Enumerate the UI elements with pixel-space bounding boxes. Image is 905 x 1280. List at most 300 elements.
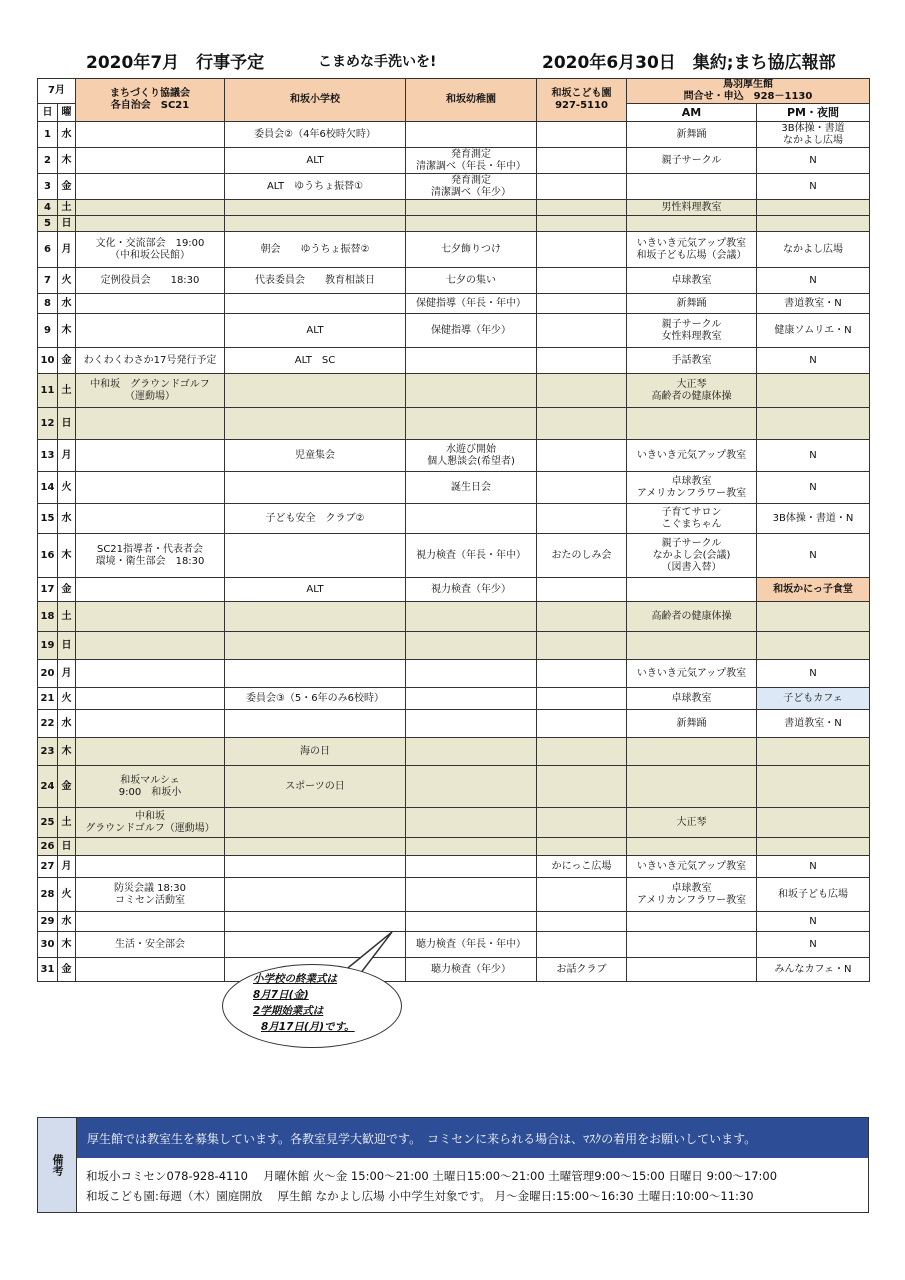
day-number: 12 [38,408,58,440]
cell-kindergarten [406,838,537,856]
cell-kodomoen [537,472,627,504]
table-row [38,632,870,660]
weekday: 火 [58,472,76,504]
cell-kouseikan-pm [757,838,870,856]
cell-elementary-school: 朝会 ゆうちょ振替② [225,232,406,268]
cell-kindergarten [406,766,537,808]
cell-kouseikan-am [627,408,757,440]
cell-kodomoen [537,632,627,660]
speech-bubble [222,964,402,1048]
cell-elementary-school [225,838,406,856]
table-row [38,122,870,148]
cell-kodomoen: お話クラブ [537,958,627,982]
cell-kindergarten [406,912,537,932]
cell-kouseikan-pm: N [757,660,870,688]
table-row [38,232,870,268]
cell-kouseikan-pm: 3B体操・書道 なかよし広場 [757,122,870,148]
table-row [38,216,870,232]
header-elementary-school: 和坂小学校 [225,79,406,122]
cell-elementary-school: ALT SC [225,348,406,374]
bubble-text [253,971,355,1035]
cell-machizukuri [76,912,225,932]
table-row [38,660,870,688]
cell-kouseikan-am: いきいき元気アップ教室 和坂子ども広場（会議） [627,232,757,268]
day-number: 24 [38,766,58,808]
cell-kodomoen [537,688,627,710]
cell-elementary-school: 委員会②（4年6校時欠時） [225,122,406,148]
cell-machizukuri [76,174,225,200]
weekday: 日 [58,838,76,856]
weekday: 金 [58,348,76,374]
cell-machizukuri [76,294,225,314]
weekday: 金 [58,766,76,808]
cell-elementary-school [225,878,406,912]
cell-kodomoen [537,408,627,440]
month-label: 7月 [38,79,76,104]
day-number: 9 [38,314,58,348]
table-row [38,856,870,878]
table-row [38,578,870,602]
day-number: 4 [38,200,58,216]
cell-kindergarten [406,710,537,738]
cell-machizukuri: SC21指導者・代表者会 環境・衛生部会 18:30 [76,534,225,578]
day-number: 3 [38,174,58,200]
cell-kouseikan-pm: なかよし広場 [757,232,870,268]
cell-kouseikan-am: 新舞踊 [627,710,757,738]
header-day: 日 [38,104,58,122]
cell-kouseikan-am: 新舞踊 [627,122,757,148]
table-row [38,408,870,440]
cell-kindergarten [406,602,537,632]
day-number: 15 [38,504,58,534]
header-pm: PM・夜間 [757,104,870,122]
cell-elementary-school [225,216,406,232]
day-number: 13 [38,440,58,472]
cell-kouseikan-pm: 3B体操・書道・N [757,504,870,534]
weekday: 土 [58,374,76,408]
cell-kouseikan-pm: N [757,440,870,472]
cell-kouseikan-am: 男性料理教室 [627,200,757,216]
cell-kodomoen [537,504,627,534]
cell-elementary-school [225,534,406,578]
cell-elementary-school: ALT [225,314,406,348]
cell-kodomoen [537,148,627,174]
slogan: こまめな手洗いを! [318,54,437,70]
cell-machizukuri [76,660,225,688]
cell-kouseikan-pm: N [757,148,870,174]
table-row [38,912,870,932]
cell-kouseikan-pm [757,374,870,408]
day-number: 26 [38,838,58,856]
weekday: 金 [58,578,76,602]
cell-kouseikan-am: いきいき元気アップ教室 [627,440,757,472]
cell-kindergarten: 聴力検査（年長・年中） [406,932,537,958]
weekday: 土 [58,602,76,632]
table-row [38,200,870,216]
day-number: 23 [38,738,58,766]
cell-machizukuri [76,738,225,766]
cell-kindergarten [406,408,537,440]
cell-kouseikan-am: 高齢者の健康体操 [627,602,757,632]
cell-kouseikan-am [627,838,757,856]
cell-machizukuri [76,148,225,174]
cell-kouseikan-am [627,632,757,660]
cell-kindergarten [406,808,537,838]
cell-kouseikan-pm [757,766,870,808]
cell-kouseikan-am: 子育てサロン こぐまちゃん [627,504,757,534]
cell-kindergarten: 保健指導（年少） [406,314,537,348]
cell-kouseikan-am: 親子サークル [627,148,757,174]
cell-machizukuri [76,200,225,216]
cell-kindergarten: 発育測定 清潔調べ（年長・年中） [406,148,537,174]
cell-kouseikan-pm: N [757,174,870,200]
day-number: 6 [38,232,58,268]
cell-kouseikan-pm: 書道教室・N [757,294,870,314]
bubble-line: 8月7日(金) [253,989,309,1001]
cell-kouseikan-am: 大正琴 高齢者の健康体操 [627,374,757,408]
cell-kindergarten: 水遊び開始 個人懇談会(希望者) [406,440,537,472]
cell-kodomoen [537,122,627,148]
cell-kouseikan-pm: みんなカフェ・N [757,958,870,982]
cell-machizukuri: 定例役員会 18:30 [76,268,225,294]
day-number: 25 [38,808,58,838]
weekday: 木 [58,932,76,958]
cell-kodomoen [537,174,627,200]
cell-kodomoen [537,374,627,408]
cell-kouseikan-pm: 和坂子ども広場 [757,878,870,912]
table-row [38,174,870,200]
header-weekday: 曜 [58,104,76,122]
weekday: 水 [58,122,76,148]
cell-kouseikan-pm [757,602,870,632]
weekday: 金 [58,174,76,200]
weekday: 月 [58,856,76,878]
day-number: 31 [38,958,58,982]
cell-kouseikan-am: 大正琴 [627,808,757,838]
cell-kouseikan-pm: 子どもカフェ [757,688,870,710]
table-row [38,738,870,766]
table-row [38,148,870,174]
table-row [38,268,870,294]
cell-elementary-school [225,294,406,314]
cell-kouseikan-pm: 和坂かにっ子食堂 [757,578,870,602]
cell-kindergarten [406,216,537,232]
cell-elementary-school [225,408,406,440]
remarks-line-community-center: 和坂小コミセン078-928-4110 月曜休館 火～金 15:00～21:00 土曜日15:00～21:00 土曜管理9:00～15:00 日曜日 9:00～17:00 [86,1169,778,1183]
page-title: 2020年7月 行事予定 [86,53,265,73]
remarks-box [37,1117,869,1213]
cell-kindergarten: 七夕の集い [406,268,537,294]
cell-kodomoen [537,216,627,232]
table-row [38,440,870,472]
cell-kindergarten: 視力検査（年少） [406,578,537,602]
day-number: 19 [38,632,58,660]
date-info: 2020年6月30日 集約;まち協広報部 [542,53,836,73]
day-number: 7 [38,268,58,294]
cell-kodomoen [537,932,627,958]
schedule-table [37,78,870,982]
weekday: 金 [58,958,76,982]
cell-kindergarten [406,856,537,878]
cell-kouseikan-pm [757,632,870,660]
cell-machizukuri [76,216,225,232]
day-number: 20 [38,660,58,688]
cell-kodomoen [537,878,627,912]
table-row [38,472,870,504]
cell-machizukuri [76,440,225,472]
weekday: 水 [58,912,76,932]
day-number: 21 [38,688,58,710]
cell-elementary-school: 児童集会 [225,440,406,472]
table-row [38,766,870,808]
weekday: 木 [58,314,76,348]
cell-kindergarten: 聴力検査（年少） [406,958,537,982]
table-row [38,710,870,738]
cell-kindergarten [406,660,537,688]
cell-kouseikan-am [627,216,757,232]
remarks-banner: 厚生館では教室生を募集しています。各教室見学大歓迎です。 コミセンに来られる場合は、ﾏｽｸの着用をお願いしています。 [77,1118,868,1158]
cell-machizukuri [76,632,225,660]
cell-kouseikan-am [627,912,757,932]
header-kindergarten: 和坂幼稚園 [406,79,537,122]
cell-kouseikan-pm: N [757,856,870,878]
cell-kouseikan-am: 卓球教室 [627,268,757,294]
day-number: 1 [38,122,58,148]
cell-kouseikan-am [627,578,757,602]
day-number: 8 [38,294,58,314]
table-row [38,688,870,710]
cell-elementary-school [225,710,406,738]
cell-kindergarten: 七夕飾りつけ [406,232,537,268]
weekday: 木 [58,148,76,174]
day-number: 30 [38,932,58,958]
cell-kouseikan-pm: N [757,472,870,504]
cell-machizukuri [76,688,225,710]
cell-kouseikan-am: 新舞踊 [627,294,757,314]
weekday: 月 [58,232,76,268]
cell-elementary-school: 代表委員会 教育相談日 [225,268,406,294]
day-number: 17 [38,578,58,602]
cell-elementary-school: 委員会③（5・6年のみ6校時） [225,688,406,710]
cell-kouseikan-pm [757,216,870,232]
cell-elementary-school [225,602,406,632]
cell-kouseikan-am: 卓球教室 アメリカンフラワー教室 [627,472,757,504]
cell-machizukuri: わくわくわさか17号発行予定 [76,348,225,374]
cell-kindergarten [406,504,537,534]
cell-machizukuri: 防災会議 18:30 コミセン活動室 [76,878,225,912]
cell-machizukuri: 和坂マルシェ 9:00 和坂小 [76,766,225,808]
cell-kodomoen [537,738,627,766]
cell-elementary-school: ALT [225,148,406,174]
cell-kouseikan-am [627,766,757,808]
cell-kouseikan-am: 親子サークル なかよし会(会議) （図書入替） [627,534,757,578]
table-row [38,602,870,632]
cell-elementary-school [225,632,406,660]
weekday: 月 [58,660,76,688]
cell-elementary-school: ALT [225,578,406,602]
cell-machizukuri [76,710,225,738]
cell-kodomoen [537,660,627,688]
table-row [38,314,870,348]
cell-elementary-school [225,200,406,216]
table-row [38,348,870,374]
remarks-label: 備考 [38,1118,77,1212]
day-number: 10 [38,348,58,374]
cell-kodomoen: おたのしみ会 [537,534,627,578]
weekday: 水 [58,504,76,534]
weekday: 火 [58,268,76,294]
cell-elementary-school [225,660,406,688]
day-number: 29 [38,912,58,932]
cell-kodomoen [537,578,627,602]
day-number: 27 [38,856,58,878]
weekday: 木 [58,738,76,766]
cell-kouseikan-pm [757,200,870,216]
day-number: 14 [38,472,58,504]
table-row [38,958,870,982]
cell-machizukuri: 生活・安全部会 [76,932,225,958]
cell-kodomoen [537,710,627,738]
cell-kouseikan-pm: N [757,348,870,374]
header-kodomoen: 和坂こども園 927-5110 [537,79,627,122]
remarks-line-kodomoen: 和坂こども園:毎週（木）園庭開放 厚生館 なかよし広場 小中学生対象です。 月～金曜日:15:00～16:30 土曜日:10:00～11:30 [86,1189,754,1203]
cell-kodomoen [537,268,627,294]
day-number: 5 [38,216,58,232]
cell-kouseikan-am [627,932,757,958]
cell-kodomoen [537,808,627,838]
bubble-line: 2学期始業式は [253,1005,324,1017]
weekday: 日 [58,216,76,232]
weekday: 日 [58,632,76,660]
cell-kouseikan-pm: N [757,912,870,932]
cell-machizukuri [76,504,225,534]
weekday: 土 [58,200,76,216]
cell-elementary-school [225,808,406,838]
cell-kodomoen [537,912,627,932]
cell-kouseikan-am: 親子サークル 女性料理教室 [627,314,757,348]
table-row [38,294,870,314]
cell-machizukuri [76,958,225,982]
cell-kouseikan-am [627,738,757,766]
day-number: 2 [38,148,58,174]
cell-kindergarten [406,688,537,710]
cell-kodomoen [537,602,627,632]
cell-kouseikan-pm: N [757,932,870,958]
cell-kouseikan-pm: 書道教室・N [757,710,870,738]
cell-kodomoen [537,838,627,856]
cell-kodomoen [537,440,627,472]
cell-elementary-school: 海の日 [225,738,406,766]
weekday: 日 [58,408,76,440]
day-number: 11 [38,374,58,408]
day-number: 18 [38,602,58,632]
cell-kouseikan-pm: N [757,268,870,294]
table-row [38,878,870,912]
table-row [38,932,870,958]
cell-kodomoen [537,766,627,808]
weekday: 月 [58,440,76,472]
cell-kindergarten [406,374,537,408]
cell-kindergarten [406,632,537,660]
table-row [38,534,870,578]
weekday: 水 [58,294,76,314]
cell-machizukuri [76,856,225,878]
cell-kouseikan-pm: N [757,534,870,578]
cell-kindergarten [406,738,537,766]
cell-elementary-school [225,472,406,504]
cell-elementary-school [225,856,406,878]
cell-elementary-school: ALT ゆうちょ振替① [225,174,406,200]
page-header [0,44,905,74]
header-kouseikan: 鳥羽厚生館 問合せ・申込 928－1130 [627,79,870,104]
cell-kindergarten: 発育測定 清潔調べ（年少） [406,174,537,200]
cell-machizukuri: 中和坂 グラウンドゴルフ （運動場） [76,374,225,408]
cell-kindergarten [406,878,537,912]
cell-kouseikan-pm [757,408,870,440]
cell-kindergarten: 誕生日会 [406,472,537,504]
cell-machizukuri [76,578,225,602]
bubble-line: 8月17日(月)です。 [261,1021,355,1033]
cell-elementary-school: 子ども安全 クラブ② [225,504,406,534]
cell-machizukuri [76,122,225,148]
cell-kouseikan-am: 卓球教室 [627,688,757,710]
day-number: 16 [38,534,58,578]
cell-kouseikan-am [627,174,757,200]
weekday: 水 [58,710,76,738]
cell-kindergarten: 視力検査（年長・年中） [406,534,537,578]
bubble-line: 小学校の終業式は [253,973,337,985]
cell-machizukuri [76,472,225,504]
cell-kouseikan-pm [757,738,870,766]
cell-kouseikan-pm [757,808,870,838]
cell-machizukuri: 文化・交流部会 19:00 （中和坂公民館） [76,232,225,268]
header-am: AM [627,104,757,122]
cell-kodomoen [537,294,627,314]
weekday: 土 [58,808,76,838]
weekday: 火 [58,878,76,912]
table-row [38,808,870,838]
cell-elementary-school [225,374,406,408]
cell-kouseikan-am [627,958,757,982]
cell-machizukuri: 中和坂 グラウンドゴルフ（運動場） [76,808,225,838]
table-row [38,374,870,408]
cell-kodomoen [537,200,627,216]
weekday: 火 [58,688,76,710]
cell-machizukuri [76,838,225,856]
day-number: 28 [38,878,58,912]
day-number: 22 [38,710,58,738]
cell-machizukuri [76,408,225,440]
cell-machizukuri [76,602,225,632]
cell-kodomoen [537,232,627,268]
cell-kindergarten [406,200,537,216]
cell-kouseikan-am: 卓球教室 アメリカンフラワー教室 [627,878,757,912]
weekday: 木 [58,534,76,578]
table-row [38,838,870,856]
table-row [38,504,870,534]
header-machizukuri: まちづくり協議会 各自治会 SC21 [76,79,225,122]
cell-kodomoen: かにっこ広場 [537,856,627,878]
cell-kouseikan-am: いきいき元気アップ教室 [627,856,757,878]
cell-machizukuri [76,314,225,348]
cell-kindergarten: 保健指導（年長・年中） [406,294,537,314]
cell-kodomoen [537,348,627,374]
cell-kodomoen [537,314,627,348]
cell-kouseikan-am: いきいき元気アップ教室 [627,660,757,688]
cell-kindergarten [406,348,537,374]
cell-kouseikan-am: 手話教室 [627,348,757,374]
cell-kindergarten [406,122,537,148]
